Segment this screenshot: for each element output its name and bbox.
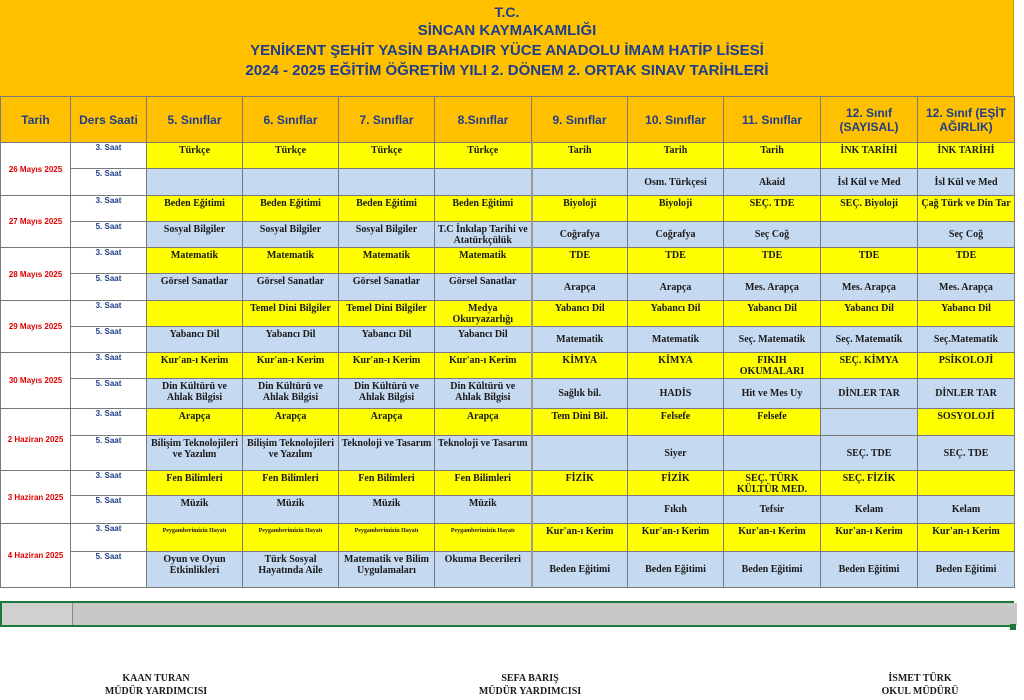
exam-cell[interactable]: Sağlık bil. <box>532 379 628 409</box>
exam-cell[interactable]: Peygamberimizin Hayatı <box>147 524 243 552</box>
exam-cell[interactable]: TDE <box>532 248 628 274</box>
exam-cell[interactable]: TDE <box>821 248 918 274</box>
exam-cell[interactable]: Görsel Sanatlar <box>243 274 339 301</box>
exam-cell[interactable]: Matematik <box>532 327 628 353</box>
exam-cell[interactable] <box>724 436 821 471</box>
exam-cell[interactable]: Fen Bilimleri <box>243 471 339 496</box>
exam-cell[interactable]: Arapça <box>435 409 532 436</box>
signature-block-2 <box>470 672 590 698</box>
exam-cell[interactable]: Tefsir <box>724 496 821 524</box>
exam-cell[interactable]: TDE <box>628 248 724 274</box>
schedule-row-period-5 <box>1 552 1015 588</box>
col-header-date: Tarih <box>1 97 71 143</box>
exam-cell[interactable]: FİZİK <box>532 471 628 496</box>
col-header-grade-5: 5. Sınıflar <box>147 97 243 143</box>
signature-name-3: İSMET TÜRK <box>888 673 952 684</box>
exam-cell[interactable]: Mes. Arapça <box>821 274 918 301</box>
exam-cell[interactable]: Kelam <box>821 496 918 524</box>
exam-cell[interactable] <box>821 409 918 436</box>
col-header-grade-7: 7. Sınıflar <box>339 97 435 143</box>
exam-cell[interactable] <box>918 471 1015 496</box>
exam-cell[interactable]: Fen Bilimleri <box>147 471 243 496</box>
exam-cell[interactable]: Akaid <box>724 169 821 196</box>
signature-block-1 <box>96 672 216 698</box>
schedule-row-period-5 <box>1 169 1015 196</box>
col-header-grade-8: 8.Sınıflar <box>435 97 532 143</box>
signature-name-2: SEFA BARIŞ <box>501 673 559 684</box>
title-band <box>0 0 1014 96</box>
col-header-grade-9: 9. Sınıflar <box>532 97 628 143</box>
date-cell[interactable]: 29 Mayıs 2025 <box>1 301 71 353</box>
exam-cell[interactable]: Beden Eğitimi <box>628 552 724 588</box>
exam-cell[interactable]: DİNLER TAR <box>821 379 918 409</box>
schedule-row-period-3 <box>1 471 1015 496</box>
exam-cell[interactable]: Siyer <box>628 436 724 471</box>
exam-cell[interactable]: FİZİK <box>628 471 724 496</box>
schedule-row-period-5 <box>1 222 1015 248</box>
schedule-row-period-5 <box>1 496 1015 524</box>
exam-cell[interactable]: SEÇ. FİZİK <box>821 471 918 496</box>
exam-cell[interactable]: Temel Dini Bilgiler <box>339 301 435 327</box>
period-cell[interactable]: 3. Saat <box>71 301 147 327</box>
exam-cell[interactable]: Tarih <box>628 143 724 169</box>
signature-block-3 <box>860 672 980 698</box>
exam-cell[interactable]: Din Kültürü ve Ahlak Bilgisi <box>435 379 532 409</box>
exam-cell[interactable]: Beden Eğitimi <box>339 196 435 222</box>
exam-cell[interactable] <box>532 169 628 196</box>
schedule-row-period-3 <box>1 196 1015 222</box>
exam-cell[interactable]: Yabancı Dil <box>918 301 1015 327</box>
schedule-row-period-3 <box>1 524 1015 552</box>
schedule-row-period-3 <box>1 353 1015 379</box>
exam-cell[interactable]: Biyoloji <box>628 196 724 222</box>
title-line-4: 2024 - 2025 EĞİTİM ÖĞRETİM YILI 2. DÖNEM 2. ORTAK SINAV TARİHLERİ <box>245 62 769 79</box>
exam-cell[interactable]: Görsel Sanatlar <box>435 274 532 301</box>
exam-cell[interactable]: Kur'an-ı Kerim <box>918 524 1015 552</box>
period-cell[interactable]: 5. Saat <box>71 274 147 301</box>
exam-cell[interactable]: KİMYA <box>532 353 628 379</box>
exam-cell[interactable]: T.C İnkılap Tarihi ve Atatürkçülük <box>435 222 532 248</box>
exam-cell[interactable]: Müzik <box>243 496 339 524</box>
exam-cell[interactable]: SOSYOLOJİ <box>918 409 1015 436</box>
period-cell[interactable]: 5. Saat <box>71 222 147 248</box>
exam-cell[interactable]: PSİKOLOJİ <box>918 353 1015 379</box>
exam-cell[interactable]: Müzik <box>435 496 532 524</box>
exam-cell[interactable] <box>435 169 532 196</box>
exam-cell[interactable]: Arapça <box>147 409 243 436</box>
period-cell[interactable]: 3. Saat <box>71 353 147 379</box>
exam-cell[interactable]: İsl Kül ve Med <box>821 169 918 196</box>
exam-cell[interactable]: Sosyal Bilgiler <box>147 222 243 248</box>
exam-cell[interactable]: Hit ve Mes Uy <box>724 379 821 409</box>
exam-cell[interactable]: Yabancı Dil <box>532 301 628 327</box>
date-cell[interactable]: 4 Haziran 2025 <box>1 524 71 588</box>
exam-cell[interactable]: Mes. Arapça <box>724 274 821 301</box>
exam-cell[interactable]: İsl Kül ve Med <box>918 169 1015 196</box>
exam-cell[interactable]: Mes. Arapça <box>918 274 1015 301</box>
exam-cell[interactable]: Peygamberimizin Hayatı <box>243 524 339 552</box>
exam-cell[interactable]: SEÇ. TÜRK KÜLTÜR MED. <box>724 471 821 496</box>
date-cell[interactable]: 30 Mayıs 2025 <box>1 353 71 409</box>
exam-cell[interactable]: Türkçe <box>435 143 532 169</box>
exam-cell[interactable]: Tem Dini Bil. <box>532 409 628 436</box>
exam-cell[interactable]: Arapça <box>628 274 724 301</box>
exam-cell[interactable]: Müzik <box>147 496 243 524</box>
exam-cell[interactable]: TDE <box>918 248 1015 274</box>
exam-cell[interactable]: Matematik ve Bilim Uygulamaları <box>339 552 435 588</box>
exam-cell[interactable]: Kur'an-ı Kerim <box>628 524 724 552</box>
exam-cell[interactable]: Görsel Sanatlar <box>339 274 435 301</box>
exam-cell[interactable]: Yabancı Dil <box>339 327 435 353</box>
exam-cell[interactable]: Coğrafya <box>532 222 628 248</box>
exam-cell[interactable]: Görsel Sanatlar <box>147 274 243 301</box>
exam-cell[interactable]: Beden Eğitimi <box>821 552 918 588</box>
exam-cell[interactable]: Seç.Matematik <box>918 327 1015 353</box>
exam-cell[interactable]: Sosyal Bilgiler <box>243 222 339 248</box>
exam-cell[interactable]: Felsefe <box>628 409 724 436</box>
exam-cell[interactable]: Okuma Becerileri <box>435 552 532 588</box>
exam-cell[interactable]: Teknoloji ve Tasarım <box>435 436 532 471</box>
exam-cell[interactable]: Yabancı Dil <box>243 327 339 353</box>
exam-cell[interactable] <box>532 496 628 524</box>
title-line-1: T.C. <box>494 4 520 20</box>
exam-cell[interactable]: Arapça <box>243 409 339 436</box>
exam-cell[interactable]: Din Kültürü ve Ahlak Bilgisi <box>243 379 339 409</box>
exam-cell[interactable]: Tarih <box>724 143 821 169</box>
period-cell[interactable]: 5. Saat <box>71 436 147 471</box>
schedule-row-period-3 <box>1 301 1015 327</box>
schedule-row-period-3 <box>1 248 1015 274</box>
exam-cell[interactable]: Kur'an-ı Kerim <box>435 353 532 379</box>
exam-cell[interactable]: Kur'an-ı Kerim <box>821 524 918 552</box>
title-line-2: SİNCAN KAYMAKAMLIĞI <box>417 22 597 39</box>
signature-title-2: MÜDÜR YARDIMCISI <box>478 686 582 697</box>
period-cell[interactable]: 5. Saat <box>71 379 147 409</box>
period-cell[interactable]: 3. Saat <box>71 524 147 552</box>
exam-cell[interactable]: Temel Dini Bilgiler <box>243 301 339 327</box>
col-header-grade-11: 11. Sınıflar <box>724 97 821 143</box>
exam-cell[interactable]: Seç. Matematik <box>724 327 821 353</box>
exam-cell[interactable]: KİMYA <box>628 353 724 379</box>
date-cell[interactable]: 28 Mayıs 2025 <box>1 248 71 301</box>
exam-cell[interactable]: Matematik <box>339 248 435 274</box>
exam-cell[interactable]: Türkçe <box>147 143 243 169</box>
exam-cell[interactable]: Seç. Matematik <box>821 327 918 353</box>
exam-cell[interactable] <box>147 301 243 327</box>
period-cell[interactable]: 5. Saat <box>71 496 147 524</box>
exam-cell[interactable]: Beden Eğitimi <box>435 196 532 222</box>
col-header-grade-6: 6. Sınıflar <box>243 97 339 143</box>
exam-cell[interactable]: Türkçe <box>339 143 435 169</box>
exam-cell[interactable]: Türk Sosyal Hayatında Aile <box>243 552 339 588</box>
period-cell[interactable]: 3. Saat <box>71 409 147 436</box>
period-cell[interactable]: 3. Saat <box>71 248 147 274</box>
exam-schedule-table <box>0 96 1015 588</box>
date-cell[interactable]: 26 Mayıs 2025 <box>1 143 71 196</box>
exam-cell[interactable]: Kur'an-ı Kerim <box>243 353 339 379</box>
exam-cell[interactable]: Peygamberimizin Hayatı <box>435 524 532 552</box>
period-cell[interactable]: 3. Saat <box>71 143 147 169</box>
exam-cell[interactable]: Beden Eğitimi <box>724 552 821 588</box>
schedule-row-period-5 <box>1 379 1015 409</box>
schedule-row-period-3 <box>1 409 1015 436</box>
period-cell[interactable]: 3. Saat <box>71 471 147 496</box>
exam-cell[interactable]: Türkçe <box>243 143 339 169</box>
schedule-row-period-3 <box>1 143 1015 169</box>
date-cell[interactable]: 2 Haziran 2025 <box>1 409 71 471</box>
exam-cell[interactable]: İNK TARİHİ <box>821 143 918 169</box>
exam-cell[interactable]: Fıkıh <box>628 496 724 524</box>
date-cell[interactable]: 3 Haziran 2025 <box>1 471 71 524</box>
exam-cell[interactable]: Bilişim Teknolojileri ve Yazılım <box>243 436 339 471</box>
exam-cell[interactable]: Fen Bilimleri <box>339 471 435 496</box>
exam-cell[interactable]: Arapça <box>532 274 628 301</box>
exam-cell[interactable]: Tarih <box>532 143 628 169</box>
exam-cell[interactable]: Yabancı Dil <box>435 327 532 353</box>
exam-cell[interactable]: Beden Eğitimi <box>532 552 628 588</box>
exam-cell[interactable] <box>339 169 435 196</box>
exam-cell[interactable]: Sosyal Bilgiler <box>339 222 435 248</box>
exam-cell[interactable]: Matematik <box>243 248 339 274</box>
col-header-grade-12-sayisal: 12. Sınıf (SAYISAL) <box>821 97 918 143</box>
exam-cell[interactable]: Osm. Türkçesi <box>628 169 724 196</box>
date-cell[interactable]: 27 Mayıs 2025 <box>1 196 71 248</box>
exam-cell[interactable]: Kur'an-ı Kerim <box>147 353 243 379</box>
exam-cell[interactable]: Felsefe <box>724 409 821 436</box>
col-header-grade-12-esit: 12. Sınıf (EŞİT AĞIRLIK) <box>918 97 1015 143</box>
exam-cell[interactable]: SEÇ. TDE <box>918 436 1015 471</box>
header-row <box>1 97 1015 143</box>
period-cell[interactable]: 5. Saat <box>71 552 147 588</box>
exam-cell[interactable]: SEÇ. Biyoloji <box>821 196 918 222</box>
exam-cell[interactable]: Beden Eğitimi <box>147 196 243 222</box>
exam-cell[interactable]: Matematik <box>147 248 243 274</box>
exam-cell[interactable]: Yabancı Dil <box>724 301 821 327</box>
exam-cell[interactable]: Bilişim Teknolojileri ve Yazılım <box>147 436 243 471</box>
signature-title-3: OKUL MÜDÜRÜ <box>881 686 959 697</box>
exam-cell[interactable]: Seç Coğ <box>918 222 1015 248</box>
exam-cell[interactable]: Coğrafya <box>628 222 724 248</box>
exam-cell[interactable] <box>243 169 339 196</box>
exam-cell[interactable]: SEÇ. TDE <box>821 436 918 471</box>
exam-cell[interactable]: FIKIH OKUMALARI <box>724 353 821 379</box>
exam-cell[interactable]: Beden Eğitimi <box>243 196 339 222</box>
exam-cell[interactable]: Kur'an-ı Kerim <box>724 524 821 552</box>
selected-empty-row[interactable] <box>0 601 1014 627</box>
exam-cell[interactable]: Kur'an-ı Kerim <box>339 353 435 379</box>
exam-cell[interactable]: Müzik <box>339 496 435 524</box>
exam-cell[interactable]: Yabancı Dil <box>821 301 918 327</box>
exam-cell[interactable]: Peygamberimizin Hayatı <box>339 524 435 552</box>
exam-cell[interactable]: Din Kültürü ve Ahlak Bilgisi <box>147 379 243 409</box>
schedule-row-period-5 <box>1 274 1015 301</box>
exam-cell[interactable]: HADİS <box>628 379 724 409</box>
exam-cell[interactable]: TDE <box>724 248 821 274</box>
exam-cell[interactable]: Yabancı Dil <box>147 327 243 353</box>
exam-cell[interactable]: SEÇ. TDE <box>724 196 821 222</box>
signature-title-1: MÜDÜR YARDIMCISI <box>104 686 208 697</box>
col-header-period: Ders Saati <box>71 97 147 143</box>
exam-cell[interactable]: DİNLER TAR <box>918 379 1015 409</box>
selection-fill-handle[interactable] <box>1010 624 1016 630</box>
signature-name-1: KAAN TURAN <box>122 673 190 684</box>
exam-cell[interactable]: Teknoloji ve Tasarım <box>339 436 435 471</box>
exam-cell[interactable]: Yabancı Dil <box>628 301 724 327</box>
exam-cell[interactable]: Din Kültürü ve Ahlak Bilgisi <box>339 379 435 409</box>
col-header-grade-10: 10. Sınıflar <box>628 97 724 143</box>
exam-cell[interactable]: Arapça <box>339 409 435 436</box>
schedule-row-period-5 <box>1 327 1015 353</box>
exam-cell[interactable]: SEÇ. KİMYA <box>821 353 918 379</box>
period-cell[interactable]: 3. Saat <box>71 196 147 222</box>
exam-cell[interactable]: Matematik <box>628 327 724 353</box>
title-line-3: YENİKENT ŞEHİT YASİN BAHADIR YÜCE ANADOLU İMAM HATİP LİSESİ <box>250 42 764 59</box>
period-cell[interactable]: 5. Saat <box>71 169 147 196</box>
exam-cell[interactable]: Beden Eğitimi <box>918 552 1015 588</box>
exam-cell[interactable]: Matematik <box>435 248 532 274</box>
exam-cell[interactable]: Fen Bilimleri <box>435 471 532 496</box>
exam-cell[interactable]: İNK TARİHİ <box>918 143 1015 169</box>
exam-cell[interactable]: Kelam <box>918 496 1015 524</box>
exam-cell[interactable]: Oyun ve Oyun Etkinlikleri <box>147 552 243 588</box>
exam-cell[interactable]: Seç Coğ <box>724 222 821 248</box>
exam-cell[interactable] <box>821 222 918 248</box>
exam-cell[interactable]: Biyoloji <box>532 196 628 222</box>
exam-cell[interactable]: Çağ Türk ve Din Tar <box>918 196 1015 222</box>
period-cell[interactable]: 5. Saat <box>71 327 147 353</box>
exam-cell[interactable]: Medya Okuryazarlığı <box>435 301 532 327</box>
exam-cell[interactable] <box>532 436 628 471</box>
schedule-row-period-5 <box>1 436 1015 471</box>
exam-cell[interactable]: Kur'an-ı Kerim <box>532 524 628 552</box>
selected-empty-row-cells <box>72 603 1017 625</box>
exam-cell[interactable] <box>147 169 243 196</box>
